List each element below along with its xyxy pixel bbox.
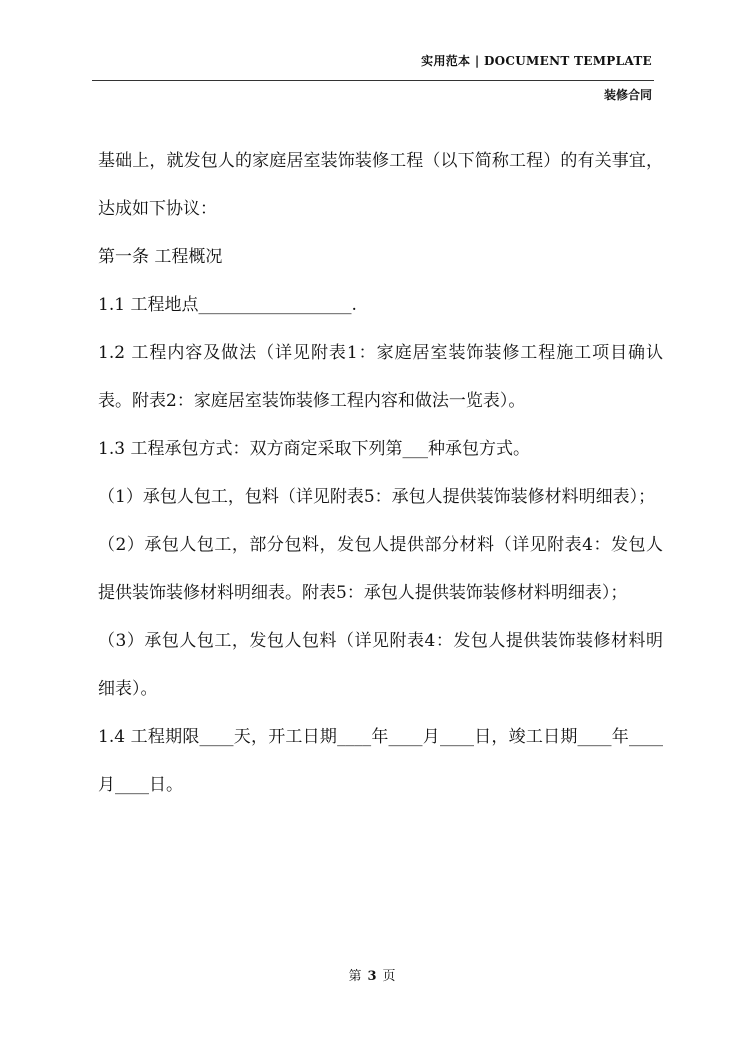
footer-suffix: 页 (382, 969, 396, 984)
page-footer (0, 965, 744, 984)
option-2: （2）承包人包工，部分包料，发包人提供部分材料（详见附表4：发包人提供装饰装修材料明细表。附表5：承包人提供装饰装修材料明细表）； (98, 535, 663, 603)
clause-1-3: 1.3 工程承包方式：双方商定采取下列第___种承包方式。 (98, 439, 530, 459)
paragraph-intro: 基础上，就发包人的家庭居室装饰装修工程（以下简称工程）的有关事宜，达成如下协议： (98, 151, 663, 219)
footer-prefix: 第 (348, 969, 362, 984)
header-subtitle: 装修合同 (603, 88, 652, 102)
document-body (98, 137, 663, 809)
header-divider (92, 80, 654, 81)
page-number: 3 (367, 969, 377, 984)
article-heading: 第一条 工程概况 (98, 247, 223, 267)
option-1: （1）承包人包工，包料（详见附表5：承包人提供装饰装修材料明细表）； (98, 487, 656, 507)
header-title: 实用范本 | DOCUMENT TEMPLATE (421, 54, 652, 68)
clause-1-4: 1.4 工程期限____天，开工日期____年____月____日，竣工日期____年____月____日。 (98, 727, 663, 795)
clause-1-2: 1.2 工程内容及做法（详见附表1：家庭居室装饰装修工程施工项目确认表。附表2：家庭居室装饰装修工程内容和做法一览表）。 (98, 343, 663, 411)
clause-1-1: 1.1 工程地点__________________. (98, 295, 357, 315)
option-3: （3）承包人包工，发包人包料（详见附表4：发包人提供装饰装修材料明细表）。 (98, 631, 663, 699)
